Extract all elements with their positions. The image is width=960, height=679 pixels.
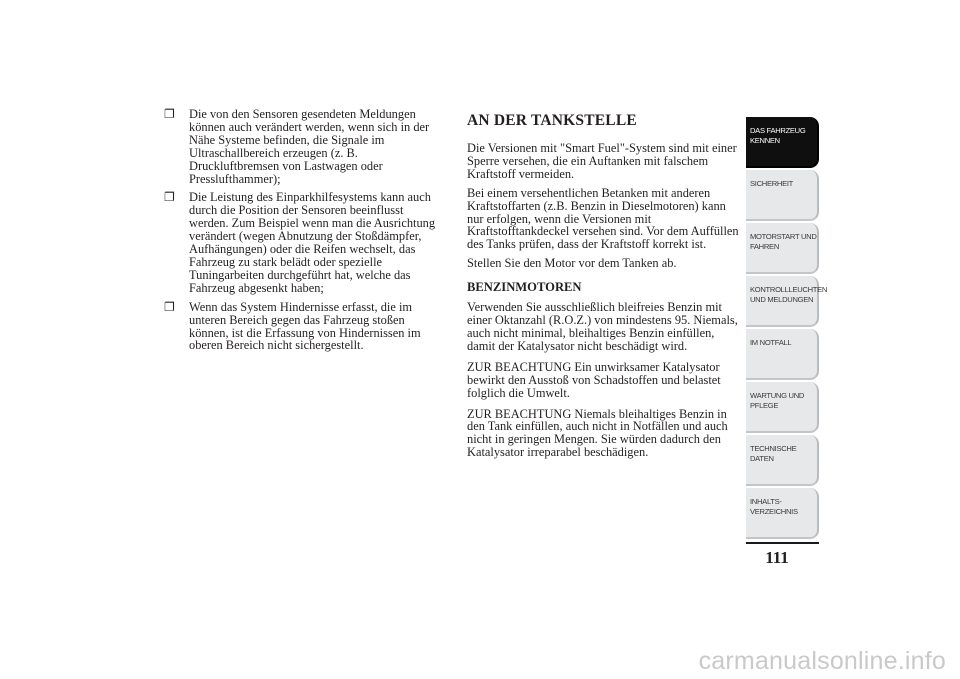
bullet-item [164, 108, 446, 185]
tab-technische-daten[interactable] [746, 435, 819, 486]
tab-label-line2: VERZEICHNIS [750, 507, 798, 516]
bullet-text: Die von den Sensoren gesendeten Meldungen können auch verändert werden, wenn sich in der Nähe Systeme befinden, die Signale im Ultraschallbereich erzeugen (z. B. Druckluftbremsen von Lastwagen oder Presslufthammer); [189, 107, 430, 186]
tab-label-line1: DAS FAHRZEUG [750, 126, 806, 135]
chapter-tabs [746, 117, 828, 541]
note-paragraph: ZUR BEACHTUNG Ein unwirksamer Katalysator bewirkt den Ausstoß von Schadstoffen und belastet folglich die Umwelt. [467, 359, 721, 400]
tab-label-line1: MOTORSTART UND [750, 232, 817, 241]
tab-label-line2: DATEN [750, 454, 774, 463]
tab-label-line1: SICHERHEIT [750, 179, 793, 188]
checkbox-bullet-icon: ❐ [164, 190, 175, 205]
tab-label-line2: PFLEGE [750, 401, 779, 410]
paragraph: Stellen Sie den Motor vor dem Tanken ab. [467, 256, 677, 271]
tab-wartung-und-pflege[interactable] [746, 382, 819, 433]
paragraph: Bei einem versehentlichen Betanken mit anderen Kraftstoffarten (z.B. Benzin in Dieselmotoren) kann nur erfolgen, wenn die Versionen mit Kraftstofftankdeckel versehen sind. Vor dem Auffüllen des Tanks prüfen, dass der Kraftstoff korrekt ist. [467, 185, 739, 252]
tab-label-line1: TECHNISCHE [750, 444, 797, 453]
bullet-item [164, 301, 446, 353]
watermark: carmanualsonline.info [698, 647, 946, 675]
subsection-title: BENZINMOTOREN [467, 280, 582, 295]
right-column [467, 112, 743, 467]
tab-divider [746, 542, 819, 544]
left-column [164, 108, 446, 358]
tab-label-line1: KONTROLLLEUCHTEN [750, 285, 828, 294]
bullet-item [164, 191, 446, 294]
checkbox-bullet-icon: ❐ [164, 107, 175, 121]
tab-label-line2: KENNEN [750, 136, 780, 145]
tab-label-line1: WARTUNG UND [750, 391, 805, 400]
checkbox-bullet-icon: ❐ [164, 299, 175, 314]
note-paragraph: ZUR BEACHTUNG Niemals bleihaltiges Benzin in den Tank einfüllen, auch nicht in Notfällen und auch nicht in geringen Mengen. Sie würden dadurch den Katalysator irreparabel beschädigen. [467, 406, 728, 460]
tab-motorstart-und-fahren[interactable] [746, 223, 819, 274]
bullet-text: Die Leistung des Einparkhilfesystems kann auch durch die Position der Sensoren beeinflusst werden. Zum Beispiel wenn man die Ausrichtung verändert (wegen Abnutzung der Stoßdämpfer, Aufhängungen) oder die Reifen wechselt, das Fahrzeug zu stark belädt oder spezielle Tuningarbeiten durchgeführt hat, welche das Fahrzeug abgesenkt haben; [189, 190, 436, 295]
tab-label-line2: FAHREN [750, 242, 780, 251]
tab-inhaltsverzeichnis[interactable] [746, 488, 819, 539]
tab-das-fahrzeug-kennen[interactable] [746, 117, 819, 168]
tab-label-line2: UND MELDUNGEN [750, 295, 814, 304]
tab-im-notfall[interactable] [746, 329, 819, 380]
tab-sicherheit[interactable] [746, 170, 819, 221]
bullet-text: Wenn das System Hindernisse erfasst, die im unteren Bereich gegen das Fahrzeug stoßen können, ist die Erfassung von Hindernissen im oberen Bereich nicht sichergestellt. [189, 299, 421, 353]
page-number: 111 [765, 548, 789, 567]
tab-label-line1: INHALTS- [750, 497, 782, 506]
paragraph: Die Versionen mit "Smart Fuel"-System sind mit einer Sperre versehen, die ein Auftanken mit falschem Kraftstoff vermeiden. [467, 141, 737, 181]
tab-kontrollleuchten[interactable] [746, 276, 828, 327]
section-title: AN DER TANKSTELLE [467, 112, 637, 129]
paragraph: Verwenden Sie ausschließlich bleifreies Benzin mit einer Oktanzahl (R.O.Z.) von mindestens 95. Niemals, auch nicht minimal, bleihaltiges Benzin einfüllen, damit der Katalysator nicht beschädigt wird. [467, 300, 738, 353]
tab-label-line1: IM NOTFALL [750, 338, 792, 347]
